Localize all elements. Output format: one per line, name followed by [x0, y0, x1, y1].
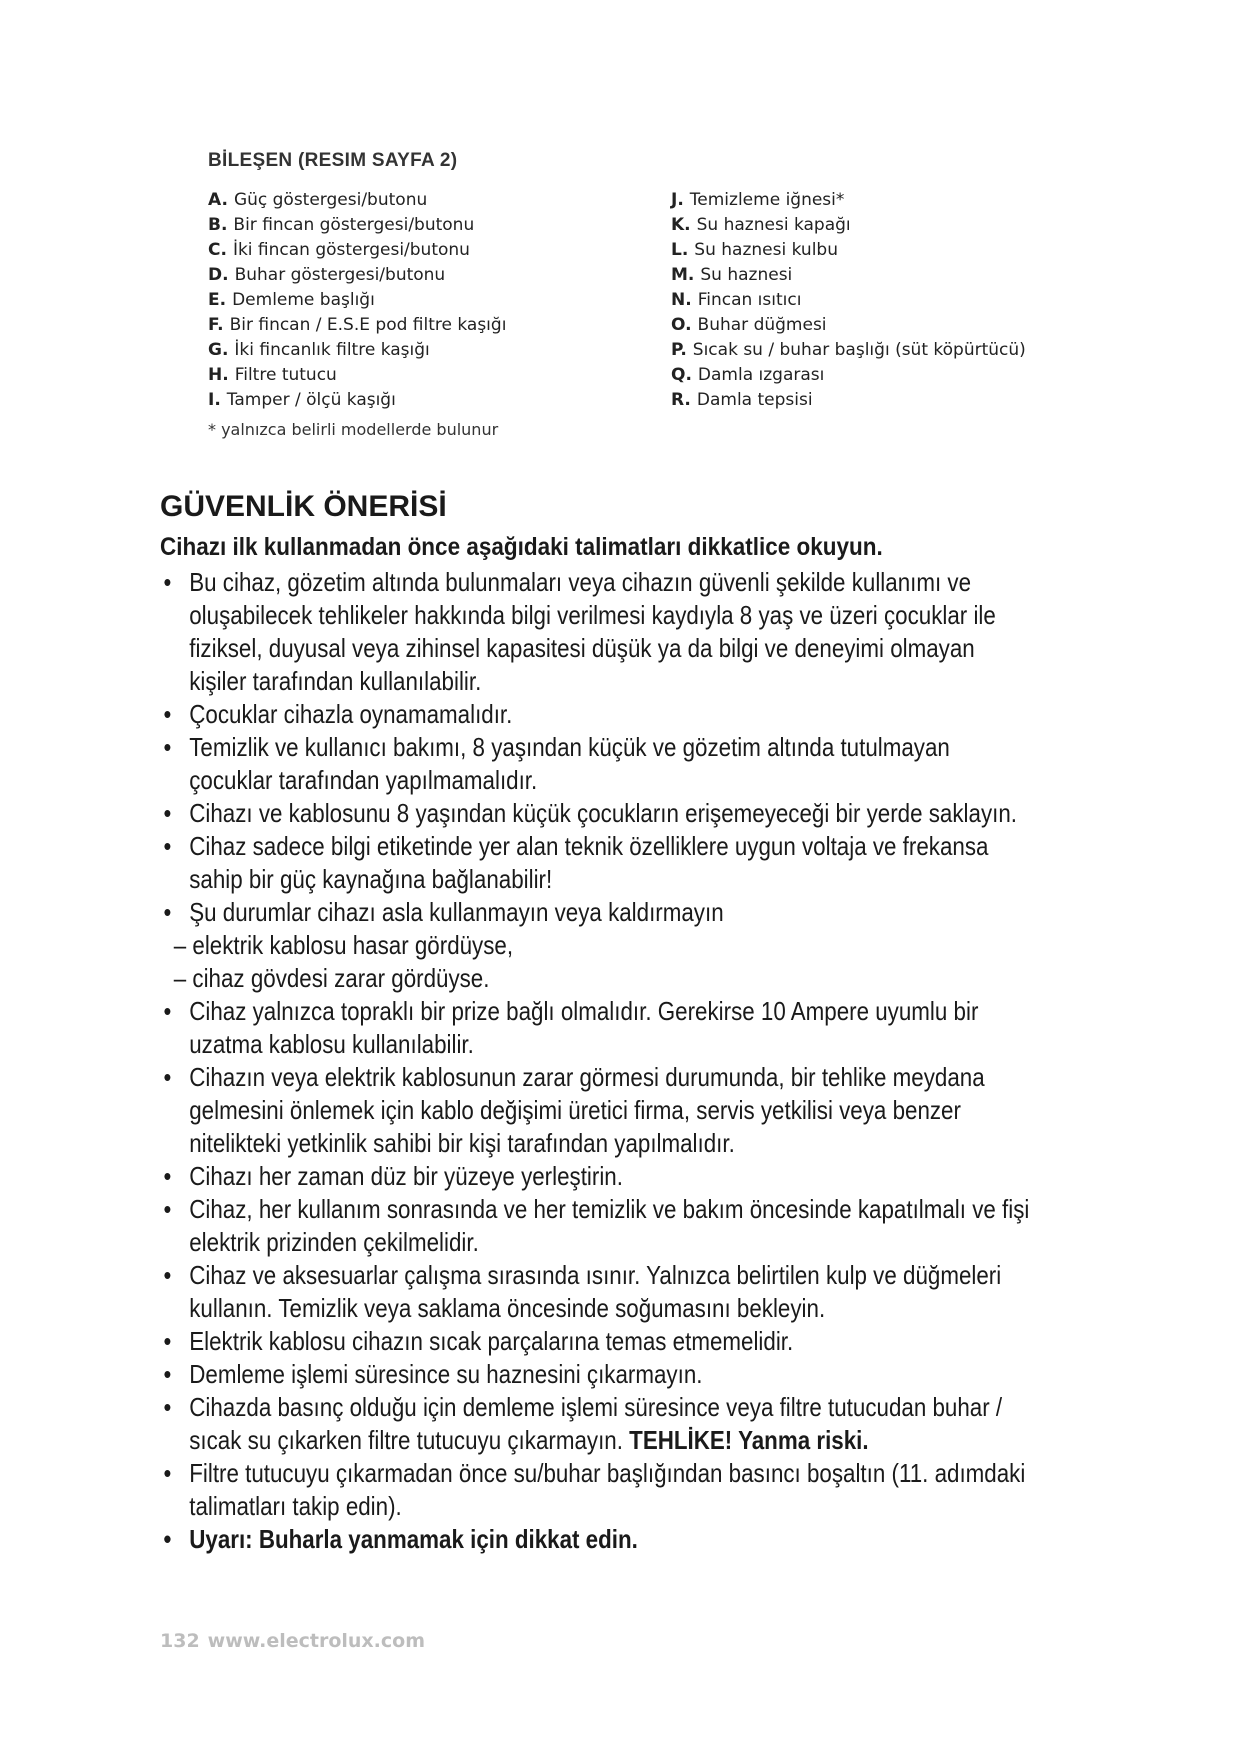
item-text: Su haznesi: [700, 265, 793, 285]
safety-list: [160, 566, 1037, 1556]
page-number: 132: [160, 1630, 200, 1652]
item-text: İki fincan göstergesi/butonu: [232, 240, 470, 260]
list-item: [208, 288, 648, 313]
safety-item: [160, 1391, 1037, 1457]
item-letter: B.: [208, 215, 228, 235]
list-item: [208, 213, 648, 238]
item-text: Temizleme iğnesi*: [689, 190, 845, 210]
safety-item: • Cihaz ve aksesuarlar çalışma sırasında ısınır. Yalnızca belirtilen kulp ve düğmeleri kullanın. Temizlik veya saklama öncesinde soğumasını bekleyin.: [160, 1259, 1037, 1325]
item-letter: I.: [208, 390, 221, 410]
safety-item: • Çocuklar cihazla oynamamalıdır.: [160, 698, 1037, 731]
item-letter: D.: [208, 265, 229, 285]
item-letter: E.: [208, 290, 227, 310]
list-item: [671, 263, 1151, 288]
item-text: Bir fincan göstergesi/butonu: [233, 215, 475, 235]
item-letter: G.: [208, 340, 229, 360]
components-heading: BİLEŞEN (RESIM SAYFA 2): [208, 150, 458, 171]
safety-item: • Cihazı ve kablosunu 8 yaşından küçük çocukların erişemeyeceği bir yerde saklayın.: [160, 797, 1037, 830]
list-item: [208, 188, 648, 213]
item-text: Su haznesi kulbu: [694, 240, 838, 260]
item-text: Sıcak su / buhar başlığı (süt köpürtücü): [692, 340, 1026, 360]
item-letter: R.: [671, 390, 691, 410]
safety-item: • Cihaz yalnızca topraklı bir prize bağlı olmalıdır. Gerekirse 10 Ampere uyumlu bir uzatma kablosu kullanılabilir.: [160, 995, 1037, 1061]
list-item: [671, 188, 1151, 213]
safety-item: • Şu durumlar cihazı asla kullanmayın veya kaldırmayın: [160, 896, 1037, 929]
list-item: [208, 363, 648, 388]
safety-item: • Bu cihaz, gözetim altında bulunmaları veya cihazın güvenli şekilde kullanımı ve oluşabilecek tehlikeler hakkında bilgi verilmesi kaydıyla 8 yaş ve üzeri çocuklar ile fiziksel, duyusal veya zihinsel kapasitesi düşük ya da bilgi ve deneyimi olmayan kişiler tarafından kullanılabilir.: [160, 566, 1037, 698]
safety-item: • Temizlik ve kullanıcı bakımı, 8 yaşından küçük ve gözetim altında tutulmayan çocuklar tarafından yapılmamalıdır.: [160, 731, 1037, 797]
list-item: [671, 313, 1151, 338]
item-text: Damla tepsisi: [696, 390, 813, 410]
list-item: [671, 238, 1151, 263]
item-text: Filtre tutucu: [234, 365, 337, 385]
list-item: [671, 338, 1151, 363]
item-letter: N.: [671, 290, 692, 310]
item-letter: L.: [671, 240, 689, 260]
list-item: [208, 238, 648, 263]
item-letter: F.: [208, 315, 224, 335]
list-item: [208, 263, 648, 288]
list-item: [208, 388, 648, 413]
safety-item: • Filtre tutucuyu çıkarmadan önce su/buhar başlığından basıncı boşaltın (11. adımdaki talimatları takip edin).: [160, 1457, 1037, 1523]
list-item: [671, 288, 1151, 313]
item-letter: J.: [671, 190, 684, 210]
item-text: Bir fincan / E.S.E pod filtre kaşığı: [229, 315, 507, 335]
components-list-right: [671, 188, 1151, 413]
safety-item: • Cihazın veya elektrik kablosunun zarar görmesi durumunda, bir tehlike meydana gelmesini önlemek için kablo değişimi üretici firma, servis yetkilisi veya benzer nitelikteki yetkinlik sahibi bir kişi tarafından yapılmalıdır.: [160, 1061, 1037, 1160]
item-text: Buhar göstergesi/butonu: [234, 265, 446, 285]
steam-warning: • Uyarı: Buharla yanmamak için dikkat edin.: [160, 1523, 1037, 1556]
components-footnote: * yalnızca belirli modellerde bulunur: [208, 420, 499, 439]
item-letter: M.: [671, 265, 695, 285]
item-text: Su haznesi kapağı: [696, 215, 851, 235]
list-item: [671, 213, 1151, 238]
item-letter: A.: [208, 190, 228, 210]
danger-warning: TEHLİKE! Yanma riski.: [629, 1425, 869, 1455]
item-letter: P.: [671, 340, 687, 360]
item-text: Güç göstergesi/butonu: [233, 190, 428, 210]
safety-item: • Demleme işlemi süresince su haznesini çıkarmayın.: [160, 1358, 1037, 1391]
item-text: Tamper / ölçü kaşığı: [226, 390, 396, 410]
safety-item: • Elektrik kablosu cihazın sıcak parçalarına temas etmemelidir.: [160, 1325, 1037, 1358]
item-letter: O.: [671, 315, 692, 335]
item-text: Damla ızgarası: [697, 365, 825, 385]
safety-subitem: – elektrik kablosu hasar gördüyse,: [173, 930, 514, 960]
item-letter: K.: [671, 215, 691, 235]
page-footer: [160, 1630, 425, 1652]
item-letter: C.: [208, 240, 227, 260]
safety-subitem: – cihaz gövdesi zarar gördüyse.: [173, 963, 490, 993]
safety-item: • Cihaz sadece bilgi etiketinde yer alan teknik özelliklere uygun voltaja ve frekansa sahip bir güç kaynağına bağlanabilir!: [160, 830, 1037, 896]
list-item: [671, 388, 1151, 413]
item-text: Demleme başlığı: [232, 290, 375, 310]
safety-item: • Cihazı her zaman düz bir yüzeye yerleştirin.: [160, 1160, 1037, 1193]
website-url: www.electrolux.com: [207, 1630, 426, 1652]
item-text: İki fincanlık filtre kaşığı: [234, 340, 430, 360]
list-item: [208, 313, 648, 338]
list-item: [671, 363, 1151, 388]
item-text: Fincan ısıtıcı: [697, 290, 802, 310]
list-item: [208, 338, 648, 363]
safety-item-text: Cihazda basınç olduğu için demleme işlemi süresince veya filtre tutucudan buhar / sıcak su çıkarken filtre tutucuyu çıkarmayın.: [189, 1392, 1003, 1455]
components-list-left: [208, 188, 648, 413]
item-letter: H.: [208, 365, 229, 385]
safety-item: • Cihaz, her kullanım sonrasında ve her temizlik ve bakım öncesinde kapatılmalı ve fişi elektrik prizinden çekilmelidir.: [160, 1193, 1037, 1259]
safety-intro: Cihazı ilk kullanmadan önce aşağıdaki talimatları dikkatlice okuyun.: [160, 533, 883, 561]
item-letter: Q.: [671, 365, 692, 385]
item-text: Buhar düğmesi: [697, 315, 827, 335]
safety-title: GÜVENLİK ÖNERİSİ: [160, 490, 447, 523]
